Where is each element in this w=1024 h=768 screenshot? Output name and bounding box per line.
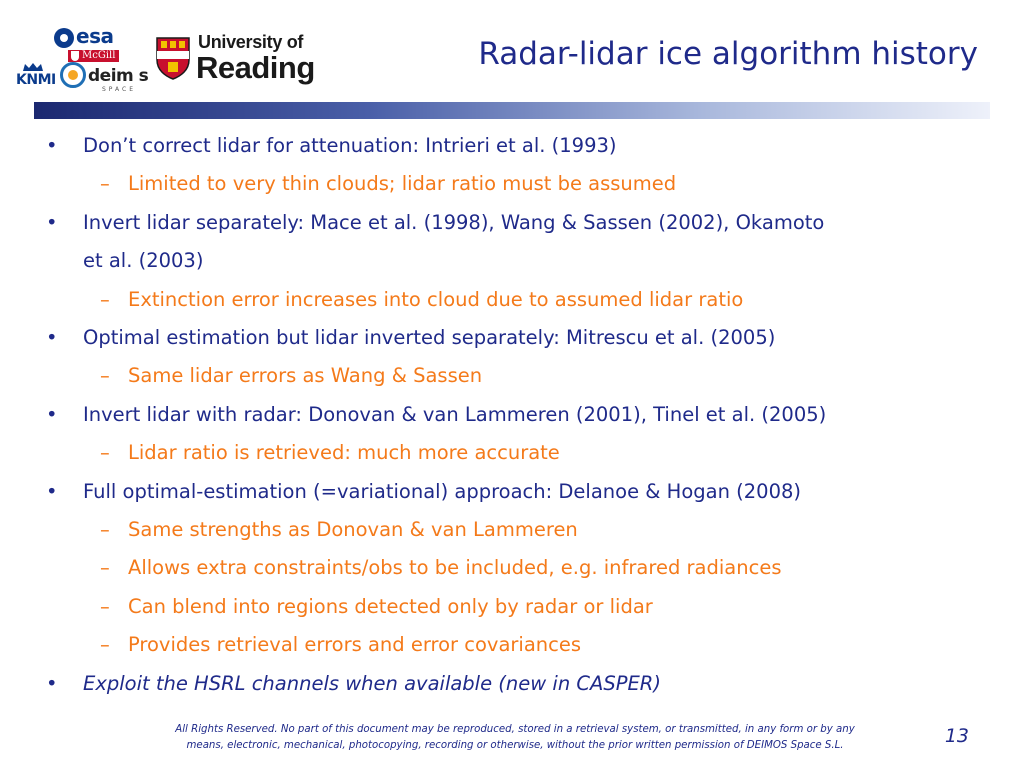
bullet-text: Extinction error increases into cloud due to assumed lidar ratio	[128, 287, 744, 311]
reading-shield-icon	[155, 36, 191, 80]
bullet-text: Provides retrieval errors and error covariances	[128, 633, 582, 657]
bullet-marker: •	[46, 671, 58, 695]
bullet-text: Allows extra constraints/obs to be included, e.g. infrared radiances	[128, 556, 782, 580]
copyright-footer	[100, 722, 930, 754]
esa-logo-icon	[54, 28, 74, 48]
bullet-marker: •	[46, 479, 58, 503]
page-number: 13	[944, 725, 969, 747]
dash-marker: –	[100, 556, 110, 580]
deimos-logo-subtext: SPACE	[102, 86, 137, 93]
sub-bullet-item	[100, 165, 677, 203]
dash-marker: –	[100, 441, 110, 465]
bullet-text: Same strengths as Donovan & van Lammeren	[128, 518, 578, 541]
sub-bullet-item	[100, 626, 582, 664]
sub-bullet-item	[100, 511, 578, 549]
bullet-text: Limited to very thin clouds; lidar ratio must be assumed	[128, 172, 677, 196]
bullet-text: Optimal estimation but lidar inverted separately: Mitrescu et al. (2005)	[83, 326, 776, 349]
mcgill-logo: McGill	[68, 50, 119, 62]
dash-marker: –	[100, 364, 110, 388]
bullet-marker: •	[46, 210, 58, 234]
sub-bullet-item	[100, 434, 560, 472]
sub-bullet-item	[100, 281, 744, 319]
bullet-marker: •	[46, 134, 58, 157]
knmi-crown-icon	[22, 62, 44, 72]
bullet-marker: •	[46, 326, 58, 349]
bullet-item	[46, 396, 827, 434]
bullet-text: Can blend into regions detected only by radar or lidar	[128, 594, 653, 618]
deimos-logo-text: deim s	[88, 66, 149, 86]
bullet-text: Invert lidar separately: Mace et al. (1998), Wang & Sassen (2002), Okamoto	[83, 210, 825, 234]
knmi-logo-text: KNMI	[16, 72, 56, 88]
bullet-item	[46, 665, 661, 703]
bullet-item	[46, 204, 825, 242]
sub-bullet-item	[100, 357, 483, 395]
bullet-marker: •	[46, 402, 58, 426]
bullet-text: Same lidar errors as Wang & Sassen	[128, 364, 483, 388]
title-gradient-rule	[34, 102, 990, 119]
bullet-item	[46, 127, 617, 165]
sub-bullet-item	[100, 588, 653, 626]
reading-logo-line1: University of	[198, 32, 304, 52]
bullet-text: et al. (2003)	[83, 249, 204, 273]
dash-marker: –	[100, 287, 110, 311]
dash-marker: –	[100, 594, 110, 618]
deimos-swirl-icon	[60, 62, 86, 88]
bullet-item	[46, 319, 776, 357]
bullet-text: Invert lidar with radar: Donovan & van Lammeren (2001), Tinel et al. (2005)	[83, 402, 827, 426]
bullet-item	[46, 473, 801, 511]
footer-line-1: All Rights Reserved. No part of this document may be reproduced, stored in a retrieval system, or transmitted, in any form or by any	[175, 724, 855, 735]
reading-logo-line2: Reading	[196, 50, 315, 85]
bullet-text: Lidar ratio is retrieved: much more accurate	[128, 441, 560, 465]
slide-title: Radar-lidar ice algorithm history	[478, 36, 978, 72]
footer-line-2: means, electronic, mechanical, photocopying, recording or otherwise, without the prior written permission of DEIMOS Space S.L.	[186, 740, 844, 751]
sub-bullet-item	[100, 549, 782, 587]
bullet-text: Don’t correct lidar for attenuation: Intrieri et al. (1993)	[83, 134, 617, 157]
bullet-text: Full optimal-estimation (=variational) approach: Delanoe & Hogan (2008)	[83, 479, 801, 503]
dash-marker: –	[100, 518, 110, 541]
dash-marker: –	[100, 172, 110, 196]
dash-marker: –	[100, 633, 110, 657]
bullet-item	[83, 242, 203, 280]
bullet-text: Exploit the HSRL channels when available (new in CASPER)	[83, 671, 661, 695]
esa-logo-text: esa	[76, 24, 114, 48]
partner-logos	[14, 24, 324, 100]
